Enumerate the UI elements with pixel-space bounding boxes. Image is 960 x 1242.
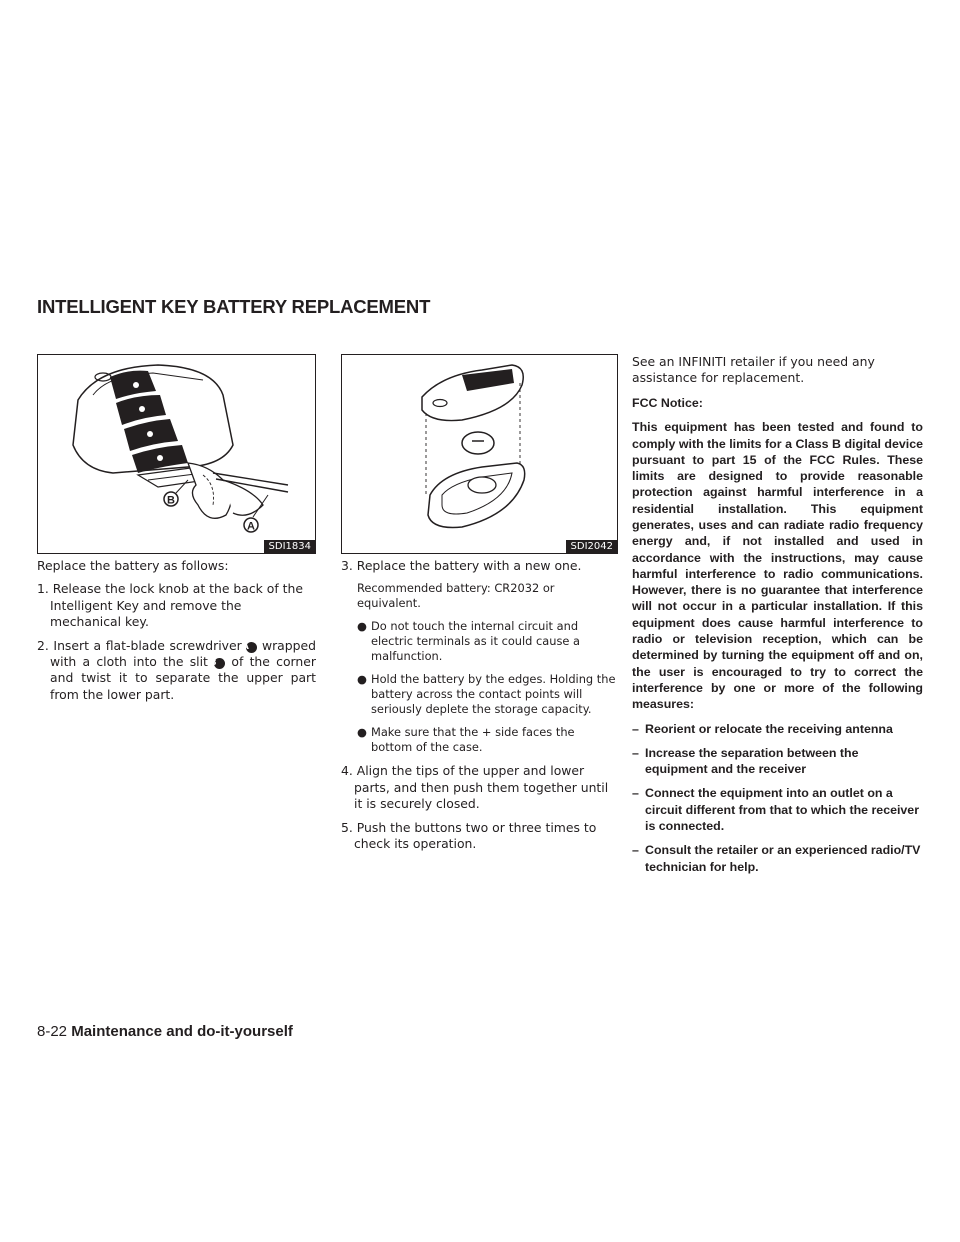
dash-icon: –: [632, 721, 639, 736]
bullet-item: [357, 619, 618, 664]
fcc-body: This equipment has been tested and found to comply with the limits for a Class B digital device pursuant to part 15 of the FCC Rules. These limits are designed to provide reasonable protection against harmful interference in a residential installation. This equipment generates, uses and can radiate radio frequency energy and, if not installed and used in accordance with the instructions, may cause harmful interference to radio communications. However, there is no guarantee that interference will not occur in a particular installation. If this equipment does cause harmful interference to radio or television reception, which can be determined by turning the equipment off and on, the user is encouraged to try to correct the interference by one or more of the following measures:: [632, 420, 923, 712]
step-2-text-a: 2. Insert a flat-blade screwdriver: [37, 637, 242, 653]
bullet-text: Hold the battery by the edges. Holding the battery across the contact points will seriously deplete the storage capacity.: [371, 672, 616, 717]
retailer-text: See an INFINITI retailer if you need any assistance for replacement.: [632, 354, 875, 386]
figure-code: SDI2042: [566, 540, 617, 553]
column-2: [341, 558, 618, 859]
callout-b: B: [214, 658, 225, 669]
section-title: INTELLIGENT KEY BATTERY REPLACEMENT: [37, 296, 431, 317]
column-3: [632, 354, 923, 883]
bullet-item: [357, 725, 618, 755]
step-4: 4. Align the tips of the upper and lower parts, and then push them together until it is securely closed.: [341, 763, 609, 812]
measure-text: Consult the retailer or an experienced radio/TV technician for help.: [645, 843, 921, 874]
fcc-heading: FCC Notice:: [632, 395, 703, 410]
footer-section: Maintenance and do-it-yourself: [71, 1023, 293, 1040]
measure-text: Reorient or relocate the receiving antenna: [645, 721, 893, 736]
step-2-text-c: of the corner and twist it to separate the upper part from the lower part.: [50, 654, 316, 702]
step-2: [37, 638, 316, 704]
bullet-text: Do not touch the internal circuit and electric terminals as it could cause a malfunction.: [371, 619, 581, 664]
step-3: 3. Replace the battery with a new one.: [341, 558, 582, 573]
page-number: 8-22: [37, 1023, 68, 1040]
battery-case-illustration: [342, 355, 616, 552]
bullet-icon: ●: [357, 619, 367, 634]
column-1: [37, 558, 316, 710]
dash-icon: –: [632, 843, 639, 858]
intro-text: Replace the battery as follows:: [37, 558, 229, 573]
callout-a: A: [246, 642, 257, 653]
page-footer: [37, 1023, 293, 1040]
bullet-icon: ●: [357, 672, 367, 687]
bullet-text: Make sure that the + side faces the bottom of the case.: [371, 725, 575, 755]
bullet-item: [357, 672, 618, 717]
measure-text: Connect the equipment into an outlet on a circuit different from that to which the receiver is connected.: [645, 786, 920, 834]
step-5: 5. Push the buttons two or three times to check its operation.: [341, 819, 597, 852]
step-2-text-b: wrapped with a cloth into the slit: [50, 637, 316, 670]
recommended-battery: Recommended battery: CR2032 or equivalent.: [357, 581, 555, 611]
key-screwdriver-illustration: [38, 355, 314, 552]
measure-item: [632, 745, 923, 778]
figure-code: SDI1834: [264, 540, 315, 553]
figure-key-screwdriver: [37, 354, 316, 554]
bullet-icon: ●: [357, 725, 367, 740]
fig1-label-b: B: [167, 494, 175, 507]
dash-icon: –: [632, 786, 639, 801]
step-1: 1. Release the lock knob at the back of the Intelligent Key and remove the mechanical key.: [37, 581, 304, 630]
fig1-label-a: A: [247, 520, 255, 533]
measure-item: [632, 842, 923, 875]
measure-item: [632, 721, 923, 737]
measure-item: [632, 785, 923, 834]
measure-text: Increase the separation between the equipment and the receiver: [645, 745, 859, 777]
figure-battery-case: [341, 354, 618, 554]
dash-icon: –: [632, 745, 639, 760]
